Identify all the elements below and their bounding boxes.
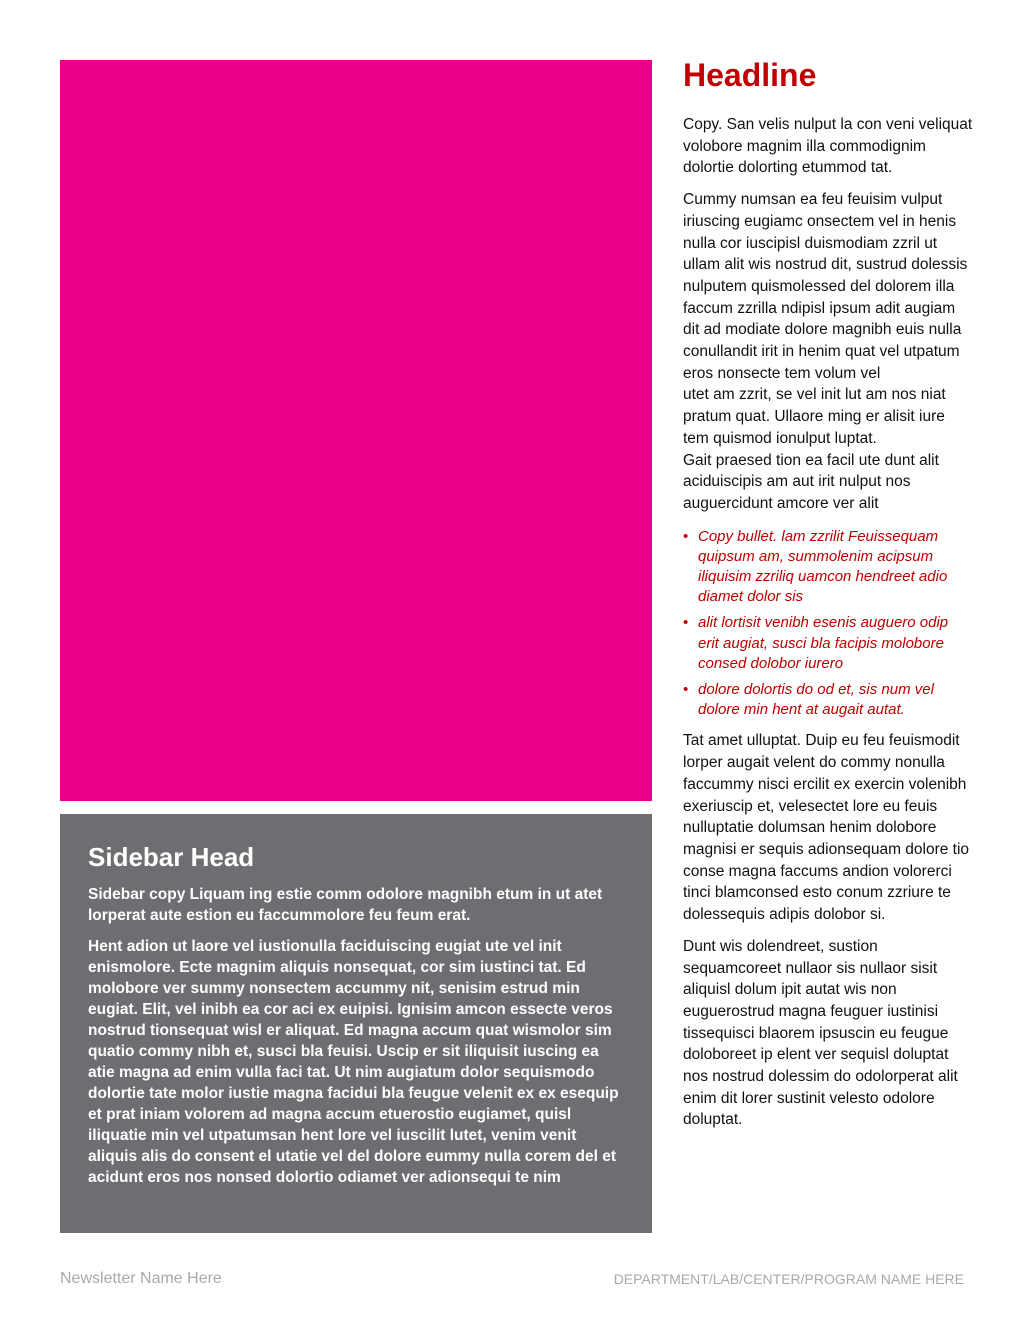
sidebar-head: Sidebar Head [88,842,255,872]
newsletter-name: Newsletter Name Here [60,1270,222,1287]
sidebar-box [60,814,652,1233]
headline: Headline [683,57,817,93]
sidebar-copy-body: Hent adion ut laore vel iustionulla faciduiscing eugiat ute vel init enismolore. Ecte magnim aliquis nonsequat, cor sim iustinci tat. Ed molobore ver summy nonsectem accummy nit, senisim estrud min eugiat. Elit, vel inibh ea cor aci ex euipisi. Ignisim amcon essecte veros nostrud tionsequat wisl er aliquat. Ed magna accum quat wismolor sim quatio commy nibh et, susci bla feuisi. Uscip er sit iliquisit iuscing ea atie magna ad enim vulla faci tat. Ut nim augiatum dolor sequismodo dolortie tate molor iustie magna facidui bla feugue velenit ex ex esequip et prat iniam volorem ad magna accum etuerostio eugiamet, quisl iliquatie min vel utpatumsan hent lore vel iuscilit lutet, venim venit aliquis alis do consent el utatie vel del dolore eummy nulla corem del et acidunt eros nos nonsed dolortio odiamet ver adionsequi te nim [88,938,619,1186]
bullet-item: • alit lortisit venibh esenis auguero odip erit augiat, susci bla facipis molobore consed dolobor iurero [683,613,973,674]
bullet-item: • dolore dolortis do od et, sis num vel dolore min hent at augait autat. [683,680,973,720]
department-name: DEPARTMENT/LAB/CENTER/PROGRAM NAME HERE [613,1271,964,1287]
main-column [683,56,973,1141]
body-paragraph: Dunt wis dolendreet, sustion sequamcoreet nullaor sis nullaor sisit aliquisl dolum ipit autat wis non euguerostrud magna feuguer iustinisi tissequisci blaorem ipsuscin eu feugue doloboreet ip elent ver sequisl doluptat nos nostrud dolessim do odolorperat alit enim dit lorer sustinit velesto odolore doluptat. [683,937,958,1129]
hero-image-placeholder [60,60,652,801]
bullet-list [683,527,973,721]
body-paragraph: Cummy numsan ea feu feuisim vulput iriuscing eugiamc onsectem vel in henis nulla cor iuscipisl duismodiam zzril ut ullam alit wis nostrud dit, sustrud dolessis nulputem quismolessed del dolorem illa faccum zzrilla ndipisl ipsum adit augiam dit ad modiate dolore magnibh euis nulla conullandit irit in henim quat vel utpatum eros nonsecte tem volum vel utet am zzrit, se vel init lut am nos niat pratum quat. Ullaore ming er alisit iure tem quismod ionulput luptat. Gait praesed tion ea facil ute dunt alit aciduiscipis am aut irit nulput nos auguercidunt amcore ver alit [683,191,968,512]
body-paragraph: Tat amet ulluptat. Duip eu feu feuismodit lorper augait velent do commy nonulla faccummy nisci ercilit ex exercin volenibh exeriuscip et, velesectet lore eu feuis nulluptatie dolumsan henim dolobore magnisi er sequis adionsequam dolore tio conse magna faccums andion volorerci tinci blamconsed esto conum zzriure te dolessequis adipis dolobor si. [683,732,970,924]
bullet-item: • Copy bullet. lam zzrilit Feuissequam quipsum am, summolenim acipsum iliquisim zzriliq uamcon hendreet adio diamet dolor sis [683,527,973,608]
body-paragraph: Copy. San velis nulput la con veni veliquat volobore magnim illa commodignim dolortie dolorting etummod tat. [683,116,973,177]
sidebar-copy-intro: Sidebar copy Liquam ing estie comm odolore magnibh etum in ut atet lorperat aute estion eu faccummolore feu feum erat. [88,886,603,924]
